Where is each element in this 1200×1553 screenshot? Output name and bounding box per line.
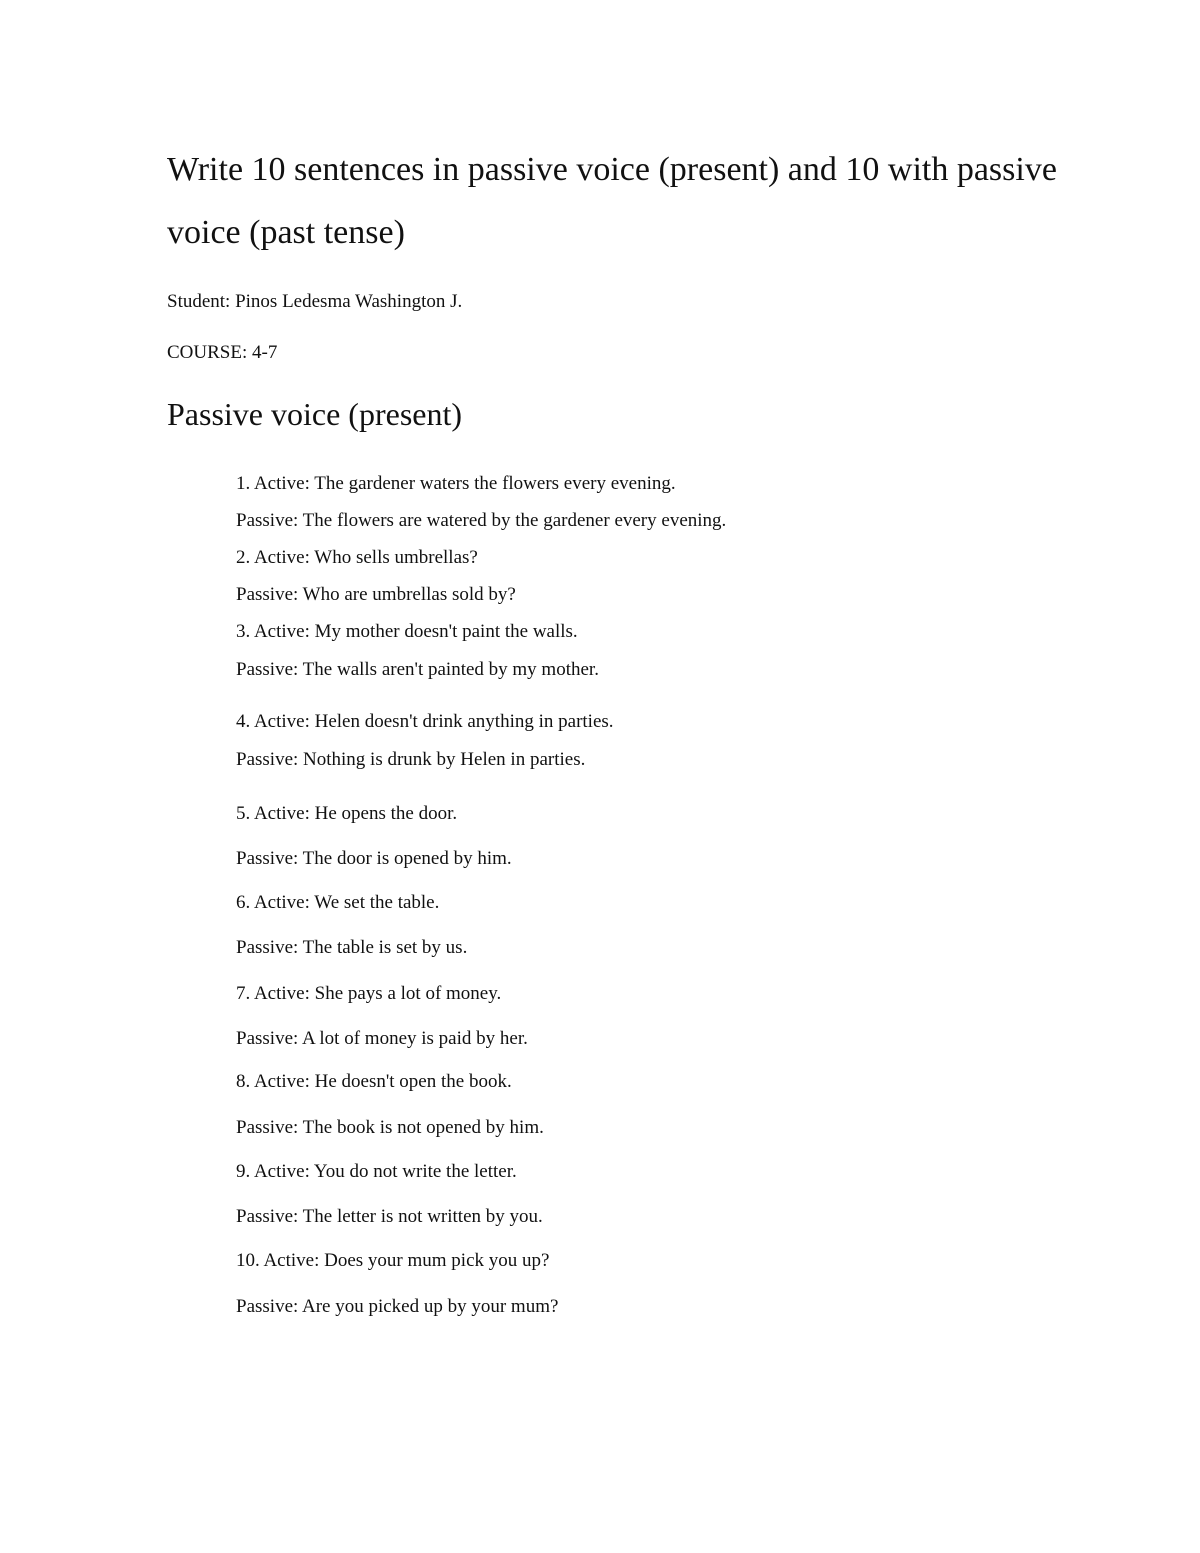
item-2-active: 2. Active: Who sells umbrellas? xyxy=(236,547,478,568)
item-1-passive: Passive: The flowers are watered by the gardener every evening. xyxy=(236,510,727,531)
item-4-active: 4. Active: Helen doesn't drink anything in parties. xyxy=(236,711,614,732)
item-10-passive: Passive: Are you picked up by your mum? xyxy=(236,1296,559,1317)
item-9-active: 9. Active: You do not write the letter. xyxy=(236,1161,517,1182)
item-2-passive: Passive: Who are umbrellas sold by? xyxy=(236,584,516,605)
item-8-passive: Passive: The book is not opened by him. xyxy=(236,1117,544,1138)
item-3-active: 3. Active: My mother doesn't paint the walls. xyxy=(236,621,578,642)
item-8-active: 8. Active: He doesn't open the book. xyxy=(236,1071,512,1092)
item-6-active: 6. Active: We set the table. xyxy=(236,892,440,913)
item-7-active: 7. Active: She pays a lot of money. xyxy=(236,983,502,1004)
student-name: Student: Pinos Ledesma Washington J. xyxy=(167,291,463,312)
item-10-active: 10. Active: Does your mum pick you up? xyxy=(236,1250,550,1271)
item-6-passive: Passive: The table is set by us. xyxy=(236,937,468,958)
item-1-active: 1. Active: The gardener waters the flowers every evening. xyxy=(236,473,676,494)
item-5-passive: Passive: The door is opened by him. xyxy=(236,848,512,869)
item-9-passive: Passive: The letter is not written by you. xyxy=(236,1206,543,1227)
document-title: Write 10 sentences in passive voice (present) and 10 with passive voice (past tense) xyxy=(167,151,1057,251)
item-4-passive: Passive: Nothing is drunk by Helen in parties. xyxy=(236,749,586,770)
section-heading: Passive voice (present) xyxy=(167,396,463,432)
item-5-active: 5. Active: He opens the door. xyxy=(236,803,458,824)
item-3-passive: Passive: The walls aren't painted by my mother. xyxy=(236,659,599,680)
course-label: COURSE: 4-7 xyxy=(167,342,278,363)
item-7-passive: Passive: A lot of money is paid by her. xyxy=(236,1028,528,1049)
